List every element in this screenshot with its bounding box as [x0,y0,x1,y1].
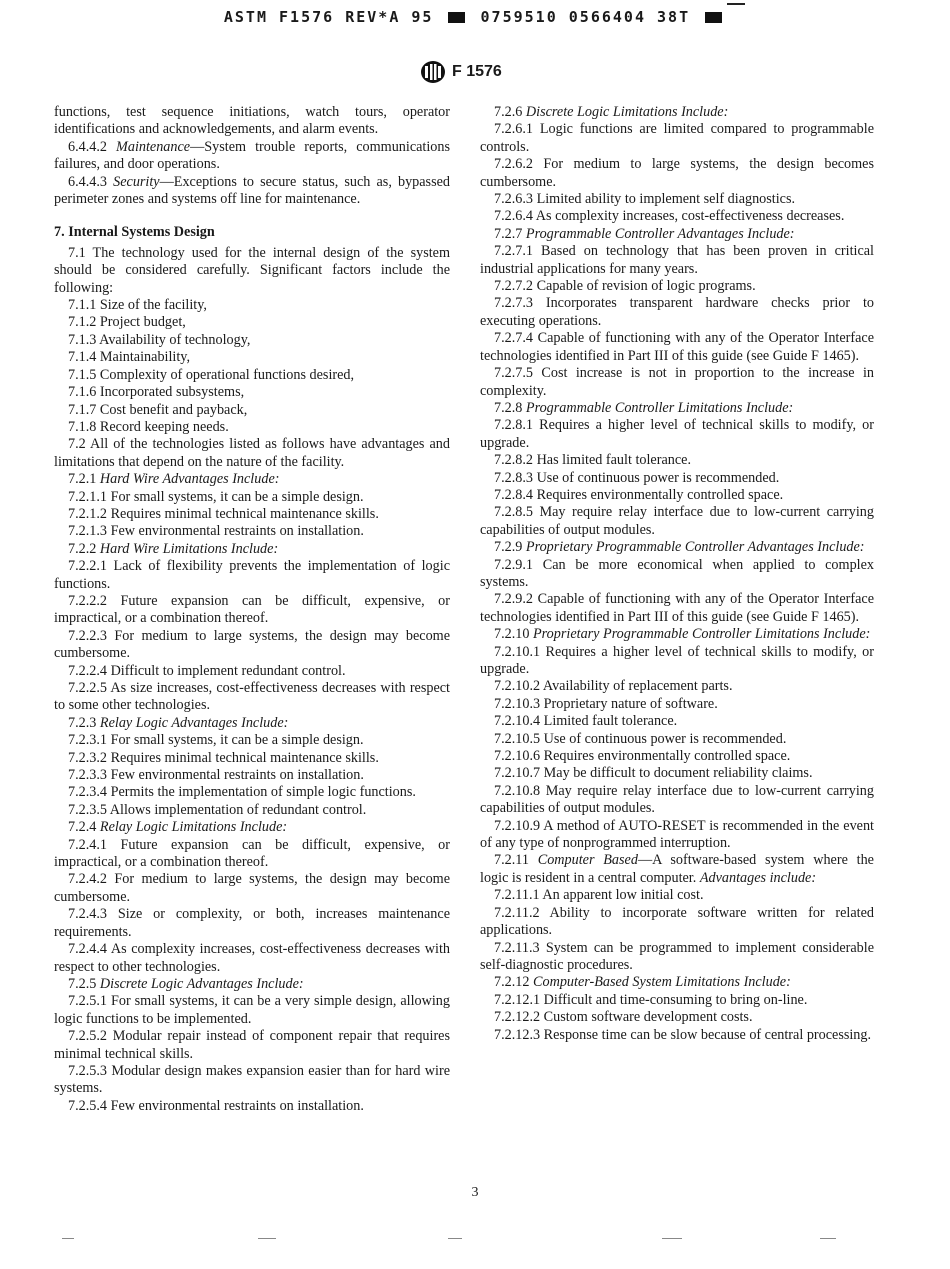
clause-text: 7.2.7.2 Capable of revision of logic programs. [494,278,756,295]
clause-text: 7.2 All of the technologies listed as follows have advantages and limitations that depend on the nature of the facility. [54,436,450,470]
scan-mark [662,1238,682,1239]
paragraph [54,139,450,174]
clause-text: 7.1.6 Incorporated subsystems, [68,384,245,401]
clause-text: 7.2.7.3 Incorporates transparent hardware checks prior to executing operations. [480,295,874,329]
clause-title: Discrete Logic Advantages Include: [99,975,304,992]
clause-text: 7.2.3.1 For small systems, it can be a simple design. [68,732,364,749]
paragraph [54,349,450,366]
left-column [54,104,450,1115]
clause-text: 7.2.6.2 For medium to large systems, the design becomes cumbersome. [480,156,874,190]
clause-title: Programmable Controller Limitations Include: [525,399,794,416]
paragraph [480,731,874,748]
paragraph [54,715,450,732]
clause-text: —System trouble reports, communications failures, and door operations. [54,138,451,173]
clause-title: Computer-Based System Limitations Include: [533,974,791,991]
header-code-right: 0759510 0566404 38T [480,8,691,26]
clause-text: 7.2.10.6 Requires environmentally controlled space. [494,748,791,765]
clause-text: 7.1.1 Size of the facility, [68,297,207,314]
right-column [480,104,874,1044]
clause-text: 7.1.4 Maintainability, [68,349,191,366]
paragraph [54,837,450,872]
clause-text: 7.2.6.4 As complexity increases, cost-effectiveness decreases. [494,208,845,225]
paragraph [480,905,874,940]
paragraph [54,297,450,314]
paragraph [54,1098,450,1115]
paragraph [54,802,450,819]
clause-number: 6.4.4.3 [68,173,108,190]
paragraph [480,1027,874,1044]
clause-text: 7.2.3.3 Few environmental restraints on installation. [68,767,364,784]
paragraph [54,941,450,976]
clause-text: 7.2.4.2 For medium to large systems, the design may become cumbersome. [54,871,450,905]
astm-logo-icon [420,60,446,84]
clause-text: 7.1.8 Record keeping needs. [68,418,229,435]
paragraph [480,121,874,156]
clause-text: 7.2.1.3 Few environmental restraints on installation. [68,523,364,540]
clause-text: 7.2.2.2 Future expansion can be difficult, expensive, or impractical, or a combination thereof. [54,592,450,627]
paragraph [54,402,450,419]
clause-text: 7.2.6.3 Limited ability to implement self diagnostics. [494,191,796,208]
paragraph [54,523,450,540]
paragraph [480,940,874,975]
clause-text: 7.2.4.4 As complexity increases, cost-effectiveness decreases with respect to other technologies. [54,941,450,975]
clause-text: 7.2.6.1 Logic functions are limited compared to programmable controls. [480,121,874,155]
clause-number: 7.2.6 [494,104,523,120]
paragraph [480,156,874,191]
clause-text: functions, test sequence initiations, watch tours, operator identifications and acknowledgements, and alarm events. [54,104,450,138]
clause-text: 7.2.8.5 May require relay interface due to low-current carrying capabilities of output modules. [480,504,874,538]
paragraph [480,678,874,695]
paragraph [480,818,874,853]
paragraph [480,330,874,365]
paragraph [54,628,450,663]
paragraph [54,906,450,941]
clause-text: 7.2.9.1 Can be more economical when applied to complex systems. [480,556,874,590]
header-code-left: ASTM F1576 REV*A 95 [223,8,434,26]
paragraph [54,1063,450,1098]
paragraph [54,332,450,349]
paragraph [54,471,450,488]
clause-text: 7.2.3.4 Permits the implementation of simple logic functions. [68,784,416,801]
paragraph [480,226,874,243]
clause-text: 7.2.11.1 An apparent low initial cost. [494,887,704,904]
paragraph [480,626,874,643]
paragraph [480,974,874,991]
scan-mark [448,1238,462,1239]
paragraph [54,993,450,1028]
paragraph [480,783,874,818]
paragraph [54,489,450,506]
clause-text: 7.2.8.4 Requires environmentally controlled space. [494,486,784,503]
paragraph [54,174,450,209]
clause-text: 7.2.8.2 Has limited fault tolerance. [494,452,691,469]
clause-text: 7.1 The technology used for the internal design of the system should be considered carefully. Significant factors include the following: [54,244,450,296]
paragraph [54,767,450,784]
paragraph [480,191,874,208]
clause-number: 7.2.9 [494,539,523,556]
clause-text: 7.1.3 Availability of technology, [68,331,251,348]
clause-number: 7.2.10 [494,626,530,643]
paragraph [54,784,450,801]
clause-text: 7.2.12.2 Custom software development costs. [494,1009,753,1026]
clause-number: 7.2.8 [494,399,523,416]
clause-title: Proprietary Programmable Controller Limitations Include: [533,626,871,643]
paragraph [54,245,450,297]
paragraph [54,871,450,906]
clause-text: 7.2.10.8 May require relay interface due to low-current carrying capabilities of output modules. [480,782,874,817]
paragraph [54,750,450,767]
clause-title: Hard Wire Advantages Include: [99,471,280,488]
paragraph [480,417,874,452]
scan-mark [820,1238,836,1239]
paragraph [54,314,450,331]
clause-title: Discrete Logic Limitations Include: [525,104,729,120]
paragraph [480,713,874,730]
paragraph [54,1028,450,1063]
clause-number: 7.2.5 [68,975,97,992]
paragraph [54,976,450,993]
clause-text: 7.2.8.1 Requires a higher level of technical skills to modify, or upgrade. [480,417,874,451]
clause-text: 7.2.2.3 For medium to large systems, the design may become cumbersome. [54,627,450,662]
clause-number: 7.2.7 [494,225,523,242]
clause-title: Computer Based [537,852,638,869]
section-heading: 7. Internal Systems Design [54,224,215,241]
clause-text: 7.1.5 Complexity of operational functions desired, [68,366,355,383]
clause-title: Proprietary Programmable Controller Advantages Include: [525,539,865,556]
clause-text: 7.2.10.4 Limited fault tolerance. [494,713,678,730]
paragraph [54,384,450,401]
clause-text: 7.2.10.9 A method of AUTO-RESET is recommended in the event of any type of nonprogrammed interruption. [480,817,874,852]
clause-text: 7.2.3.5 Allows implementation of redundant control. [68,801,367,818]
clause-text: 7.2.10.1 Requires a higher level of technical skills to modify, or upgrade. [480,643,874,677]
clause-text: 7.2.11.2 Ability to incorporate software written for related applications. [480,904,874,939]
clause-title: Programmable Controller Advantages Include: [525,225,795,242]
paragraph [54,506,450,523]
clause-text: 7.2.7.1 Based on technology that has been proven in critical industrial applications for many years. [480,243,874,277]
clause-text: 7.2.10.2 Availability of replacement parts. [494,678,733,695]
paragraph [54,680,450,715]
clause-text: 7.2.4.3 Size or complexity, or both, increases maintenance requirements. [54,906,450,940]
clause-text: 7.2.5.2 Modular repair instead of component repair that requires minimal technical skills. [54,1028,450,1062]
paragraph [480,504,874,539]
paragraph [480,852,874,887]
paragraph [480,487,874,504]
clause-text: 7.2.10.3 Proprietary nature of software. [494,695,718,712]
clause-text: 7.2.10.7 May be difficult to document reliability claims. [494,765,813,782]
paragraph [480,765,874,782]
clause-text: 7.2.5.1 For small systems, it can be a very simple design, allowing logic functions to be implemented. [54,993,450,1027]
clause-text: 7.2.12.3 Response time can be slow because of central processing. [494,1026,872,1043]
scan-mark [727,3,745,5]
standard-designation [420,60,502,84]
paragraph [480,470,874,487]
redaction-block [705,12,722,23]
clause-text: —Exceptions to secure status, such as, bypassed perimeter zones and systems off line for maintenance. [54,173,450,208]
paragraph [54,541,450,558]
paragraph [480,452,874,469]
paragraph [480,887,874,904]
paragraph [480,208,874,225]
paragraph [54,104,450,139]
clause-text: 7.2.1.1 For small systems, it can be a simple design. [68,488,364,505]
paragraph [480,591,874,626]
redaction-block [448,12,465,23]
paragraph [54,732,450,749]
clause-text: 7.2.3.2 Requires minimal technical maintenance skills. [68,749,379,766]
scan-mark [62,1238,74,1239]
paragraph [54,819,450,836]
paragraph [480,1009,874,1026]
clause-title: Relay Logic Limitations Include: [99,819,288,836]
clause-text: 7.2.10.5 Use of continuous power is recommended. [494,730,787,747]
clause-number: 6.4.4.2 [68,138,108,155]
paragraph [480,243,874,278]
paragraph [480,644,874,679]
clause-text: 7.2.12.1 Difficult and time-consuming to bring on-line. [494,991,808,1008]
clause-text: 7.2.9.2 Capable of functioning with any of the Operator Interface technologies identified in Part III of this guide (see Guide F 1465). [480,591,874,625]
clause-number: 7.2.11 [494,852,529,869]
standard-number: F 1576 [452,63,502,80]
clause-title: Relay Logic Advantages Include: [99,714,289,731]
clause-text: 7.2.5.3 Modular design makes expansion easier than for hard wire systems. [54,1062,450,1097]
clause-title: Hard Wire Limitations Include: [99,540,279,557]
clause-text: 7.2.4.1 Future expansion can be difficult, expensive, or impractical, or a combination thereof. [54,836,450,871]
page-number: 3 [471,1185,479,1200]
paragraph [480,992,874,1009]
paragraph [480,365,874,400]
clause-number: 7.2.2 [68,540,97,557]
document-code-header [0,8,950,26]
clause-text: 7.1.7 Cost benefit and payback, [68,401,248,418]
paragraph [54,558,450,593]
clause-number: 7.2.1 [68,471,97,488]
paragraph [480,557,874,592]
clause-text: 7.2.7.5 Cost increase is not in proportion to the increase in complexity. [480,365,874,399]
paragraph [54,593,450,628]
clause-number: 7.2.4 [68,819,97,836]
paragraph [480,278,874,295]
clause-title: Maintenance [116,138,191,155]
paragraph [480,748,874,765]
paragraph [480,104,874,121]
clause-title: Advantages include: [699,869,817,886]
clause-text: 7.2.1.2 Requires minimal technical maintenance skills. [68,505,379,522]
clause-text: 7.2.11.3 System can be programmed to implement considerable self-diagnostic procedures. [480,939,874,973]
paragraph [480,696,874,713]
paragraph [480,400,874,417]
clause-text: —A software-based system where the logic is resident in a central computer. [480,852,874,886]
clause-number: 7.2.3 [68,714,97,731]
paragraph [54,367,450,384]
paragraph [54,436,450,471]
clause-title: Security [113,173,160,190]
clause-text: 7.2.2.5 As size increases, cost-effectiveness decreases with respect to some other technologies. [54,680,450,714]
clause-text: 7.2.7.4 Capable of functioning with any of the Operator Interface technologies identified in Part III of this guide (see Guide F 1465). [480,330,874,364]
paragraph [54,419,450,436]
scan-mark [258,1238,276,1239]
clause-text: 7.2.2.1 Lack of flexibility prevents the implementation of logic functions. [54,558,450,592]
clause-text: 7.2.8.3 Use of continuous power is recommended. [494,469,780,486]
clause-text: 7.1.2 Project budget, [68,314,186,331]
clause-text: 7.2.2.4 Difficult to implement redundant control. [68,662,346,679]
paragraph [54,663,450,680]
paragraph [480,539,874,556]
paragraph [480,295,874,330]
clause-text: 7.2.5.4 Few environmental restraints on installation. [68,1097,364,1114]
clause-number: 7.2.12 [494,974,530,991]
